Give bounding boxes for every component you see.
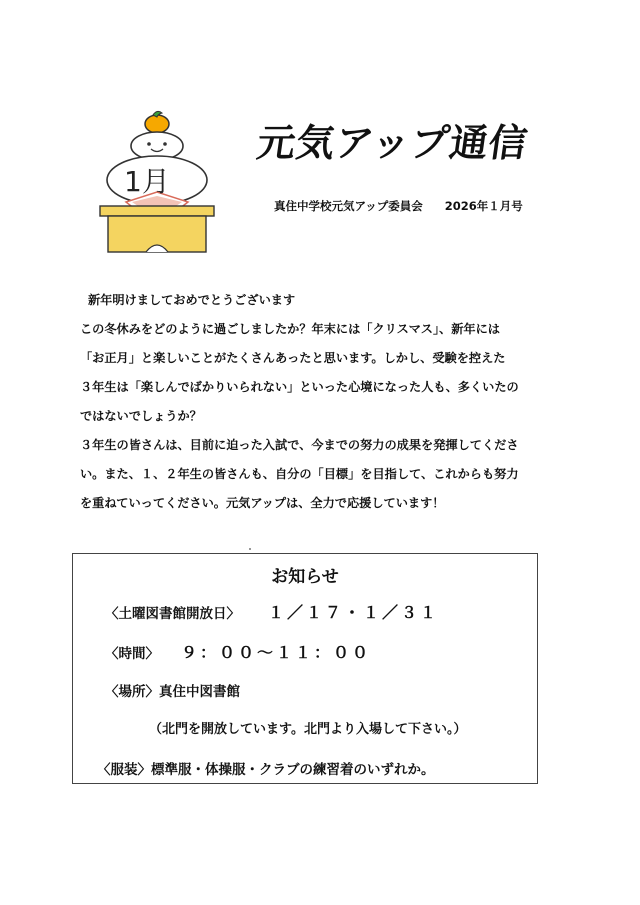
library-day-value: １／１７・１／３１ <box>268 603 440 622</box>
body-line: この冬休みをどのように過ごしましたか？年末には「クリスマス」、新年には <box>80 322 500 336</box>
dress-row: 〈服装〉標準服・体操服・クラブの練習着のいずれか。 <box>97 762 435 778</box>
time-value: ９：００～１１：００ <box>181 643 372 662</box>
issue-label: 2026年１月号 <box>444 199 523 213</box>
organization-name: 真住中学校元気アップ委員会 <box>274 199 423 213</box>
body-line: ３年生は「楽しんでばかりいられない」といった心境になった人も、多くいたの <box>80 380 519 394</box>
month-label: 1月 <box>124 165 170 198</box>
body-line: を重ねていってください。元気アップは、全力で応援しています！ <box>80 496 445 510</box>
body-line: 「お正月」と楽しいことがたくさんあったと思います。しかし、受験を控えた <box>80 351 506 365</box>
time-label: 〈時間〉 <box>105 646 159 662</box>
sanbo-stand <box>100 206 214 252</box>
time-row <box>105 640 371 663</box>
newsletter-subline <box>274 198 523 214</box>
greeting-line: 新年明けましておめでとうございます <box>88 293 296 307</box>
newsletter-title: 元気アップ通信 <box>254 121 531 165</box>
message-body <box>80 286 560 518</box>
mikan-icon <box>145 111 169 133</box>
library-day-row <box>105 600 439 623</box>
body-line: ではないでしょうか？ <box>80 409 202 423</box>
notice-box <box>72 553 538 784</box>
body-line: ３年生の皆さんは、目前に迫った入試で、今までの努力の成果を発揮してくださ <box>80 438 519 452</box>
library-day-label: 〈土曜図書館開放日〉 <box>105 606 240 622</box>
body-line: い。また、１、２年生の皆さんも、自分の「目標」を目指して、これからも努力 <box>80 467 519 481</box>
place-note: （北門を開放しています。北門より入場して下さい。） <box>149 722 467 737</box>
scan-speck <box>249 548 251 550</box>
notice-title: お知らせ <box>271 567 339 587</box>
place-row: 〈場所〉真住中図書館 <box>105 684 240 700</box>
